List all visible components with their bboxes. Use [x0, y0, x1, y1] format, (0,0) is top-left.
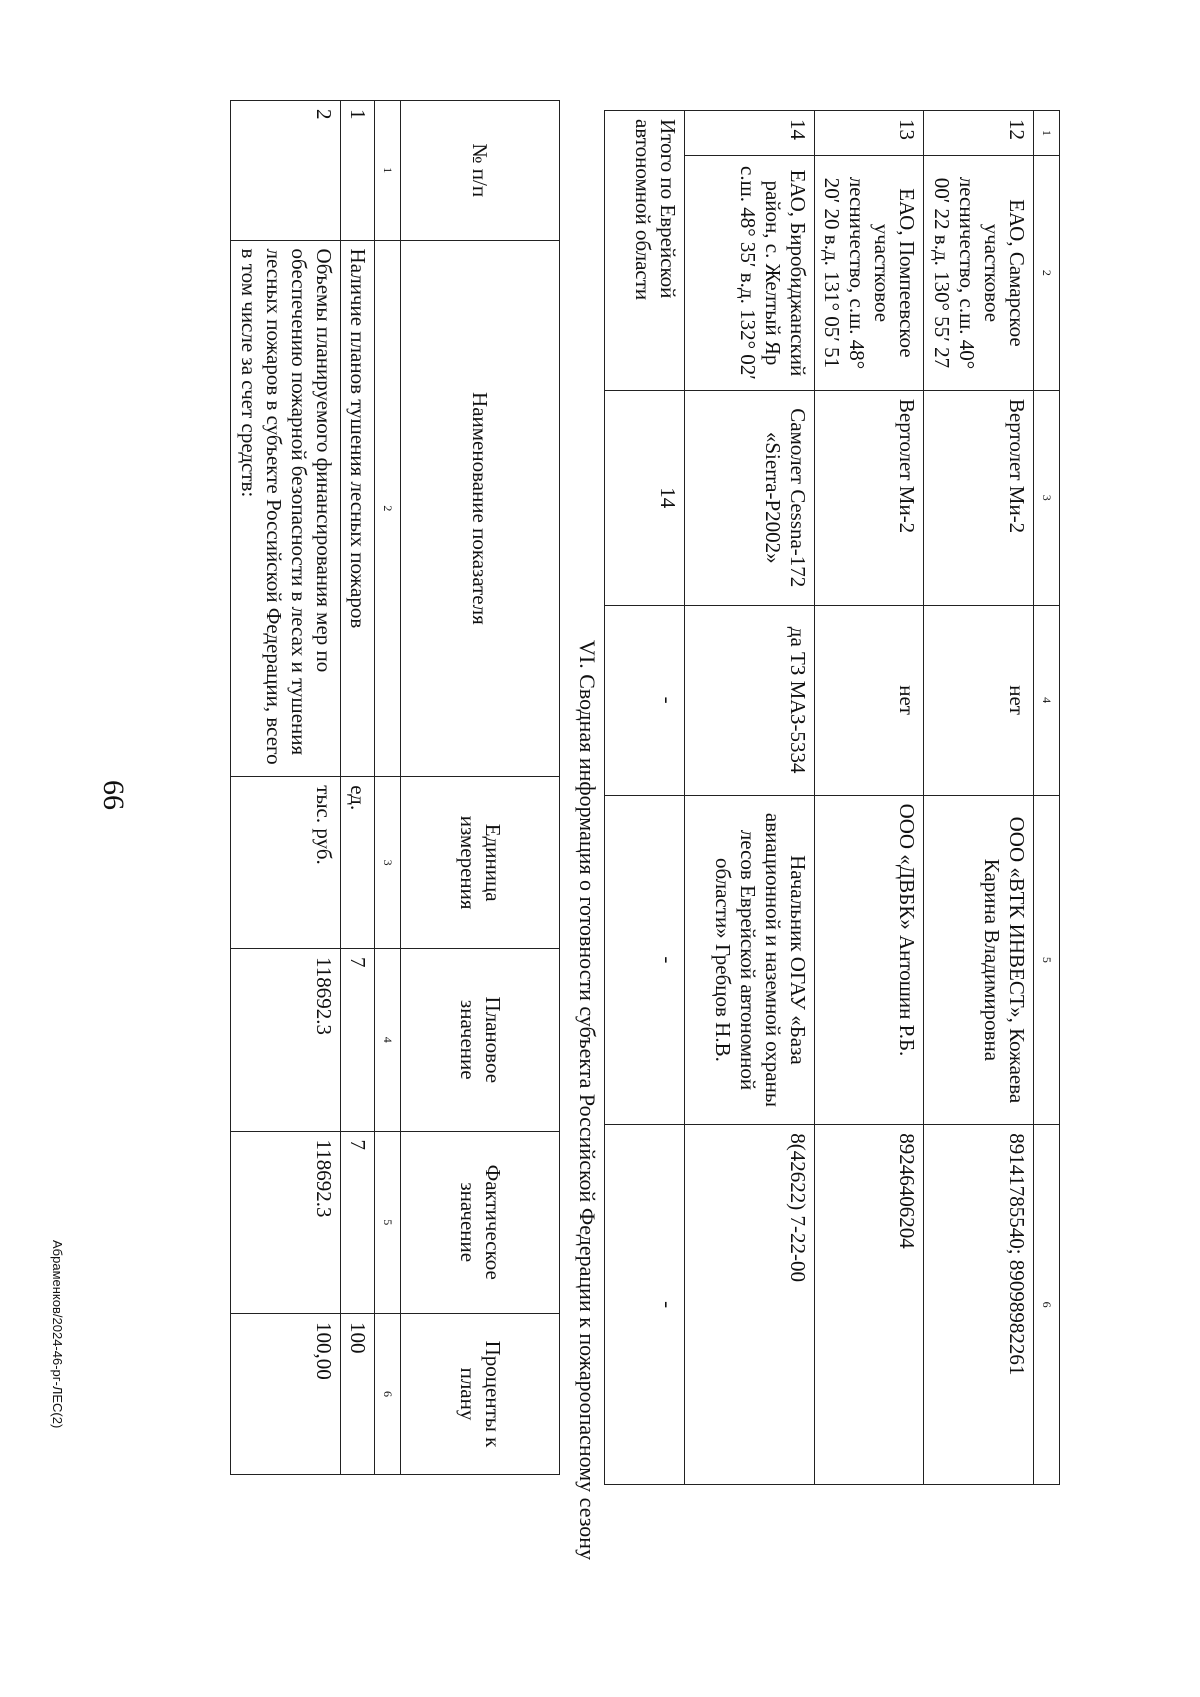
col-number: 6	[1034, 1125, 1060, 1485]
indicator-name: Наличие планов тушения лесных пожаров	[341, 240, 375, 777]
col-number: 1	[375, 101, 401, 241]
unit-cell: тыс. руб.	[231, 777, 341, 949]
total-row	[605, 111, 685, 1485]
document-stamp: Абраменков/2024-46-рг-ЛЕС(2)	[50, 1240, 65, 1429]
total-dash: -	[605, 1125, 685, 1485]
table-row	[341, 101, 375, 1475]
aircraft-cell: Вертолет Ми-2	[924, 390, 1034, 605]
table-row	[685, 111, 815, 1485]
col-number: 4	[375, 949, 401, 1131]
aircraft-cell: Вертолет Ми-2	[815, 390, 924, 605]
aircraft-cell: Самолет Cessna-172 «Sierra-P2002»	[685, 390, 815, 605]
refueler-cell: да ТЗ МАЗ-5334	[685, 605, 815, 795]
page-number: 66	[97, 780, 130, 810]
operator-cell: ООО «ДВБК» Антошин Р.Б.	[815, 795, 924, 1125]
percent-cell: 100,00	[231, 1313, 341, 1474]
column-number-row	[1034, 111, 1060, 1485]
header-cell: Наименование показателя	[401, 240, 560, 777]
total-count: 14	[605, 390, 685, 605]
col-number: 5	[375, 1131, 401, 1313]
phone-cell: 8(42622) 7-22-00	[685, 1125, 815, 1485]
planned-cell: 7	[341, 949, 375, 1131]
unit-cell: ед.	[341, 777, 375, 949]
header-row	[401, 101, 560, 1475]
header-cell: № п/п	[401, 101, 560, 241]
table-row	[924, 111, 1034, 1485]
col-number: 1	[1034, 111, 1060, 156]
location-cell: ЕАО, Самарское участковое лесничество, с.ш. 40° 00′ 22 в.д. 130° 55′ 27	[924, 155, 1034, 390]
row-number: 13	[815, 111, 924, 156]
readiness-table	[230, 100, 560, 1475]
col-number: 5	[1034, 795, 1060, 1125]
total-label: Итого по Еврейской автономной области	[605, 111, 685, 391]
table-row	[231, 101, 341, 1475]
row-number: 14	[685, 111, 815, 156]
planned-cell: 118692.3	[231, 949, 341, 1131]
location-cell: ЕАО, Биробиджанский район, с. Желтый Яр с.ш. 48° 35′ в.д. 132° 02′	[685, 155, 815, 390]
col-number: 3	[375, 777, 401, 949]
aircraft-table	[604, 110, 1060, 1485]
col-number: 2	[375, 240, 401, 777]
refueler-cell: нет	[815, 605, 924, 795]
header-cell: Проценты к плану	[401, 1313, 560, 1474]
refueler-cell: нет	[924, 605, 1034, 795]
section-title: VI. Сводная информация о готовности субъекта Российской Федерации к пожароопасному сезону	[575, 640, 600, 1561]
percent-cell: 100	[341, 1313, 375, 1474]
col-number: 6	[375, 1313, 401, 1474]
header-cell: Фактическое значение	[401, 1131, 560, 1313]
col-number: 3	[1034, 390, 1060, 605]
total-dash: -	[605, 605, 685, 795]
phone-cell: 89141785540; 89098982261	[924, 1125, 1034, 1485]
row-number: 1	[341, 101, 375, 241]
operator-cell: ООО «ВТК ИНВЕСТ», Кожаева Карина Владимировна	[924, 795, 1034, 1125]
location-cell: ЕАО, Помпеевское участковое лесничество, с.ш. 48° 20′ 20 в.д. 131° 05′ 51	[815, 155, 924, 390]
col-number: 2	[1034, 155, 1060, 390]
col-number: 4	[1034, 605, 1060, 795]
header-cell: Плановое значение	[401, 949, 560, 1131]
operator-cell: Начальник ОГАУ «База авиационной и наземной охраны лесов Еврейской автономной области» Гребцов Н.В.	[685, 795, 815, 1125]
indicator-name: Объемы планируемого финансирования мер по обеспечению пожарной безопасности в лесах и тушения лесных пожаров в субъекте Российской Федерации, всего в том числе за счет средств:	[231, 240, 341, 777]
phone-cell: 89246406204	[815, 1125, 924, 1485]
header-cell: Единица измерения	[401, 777, 560, 949]
actual-cell: 118692.3	[231, 1131, 341, 1313]
row-number: 12	[924, 111, 1034, 156]
table-row	[815, 111, 924, 1485]
actual-cell: 7	[341, 1131, 375, 1313]
column-number-row	[375, 101, 401, 1475]
row-number: 2	[231, 101, 341, 241]
total-dash: -	[605, 795, 685, 1125]
